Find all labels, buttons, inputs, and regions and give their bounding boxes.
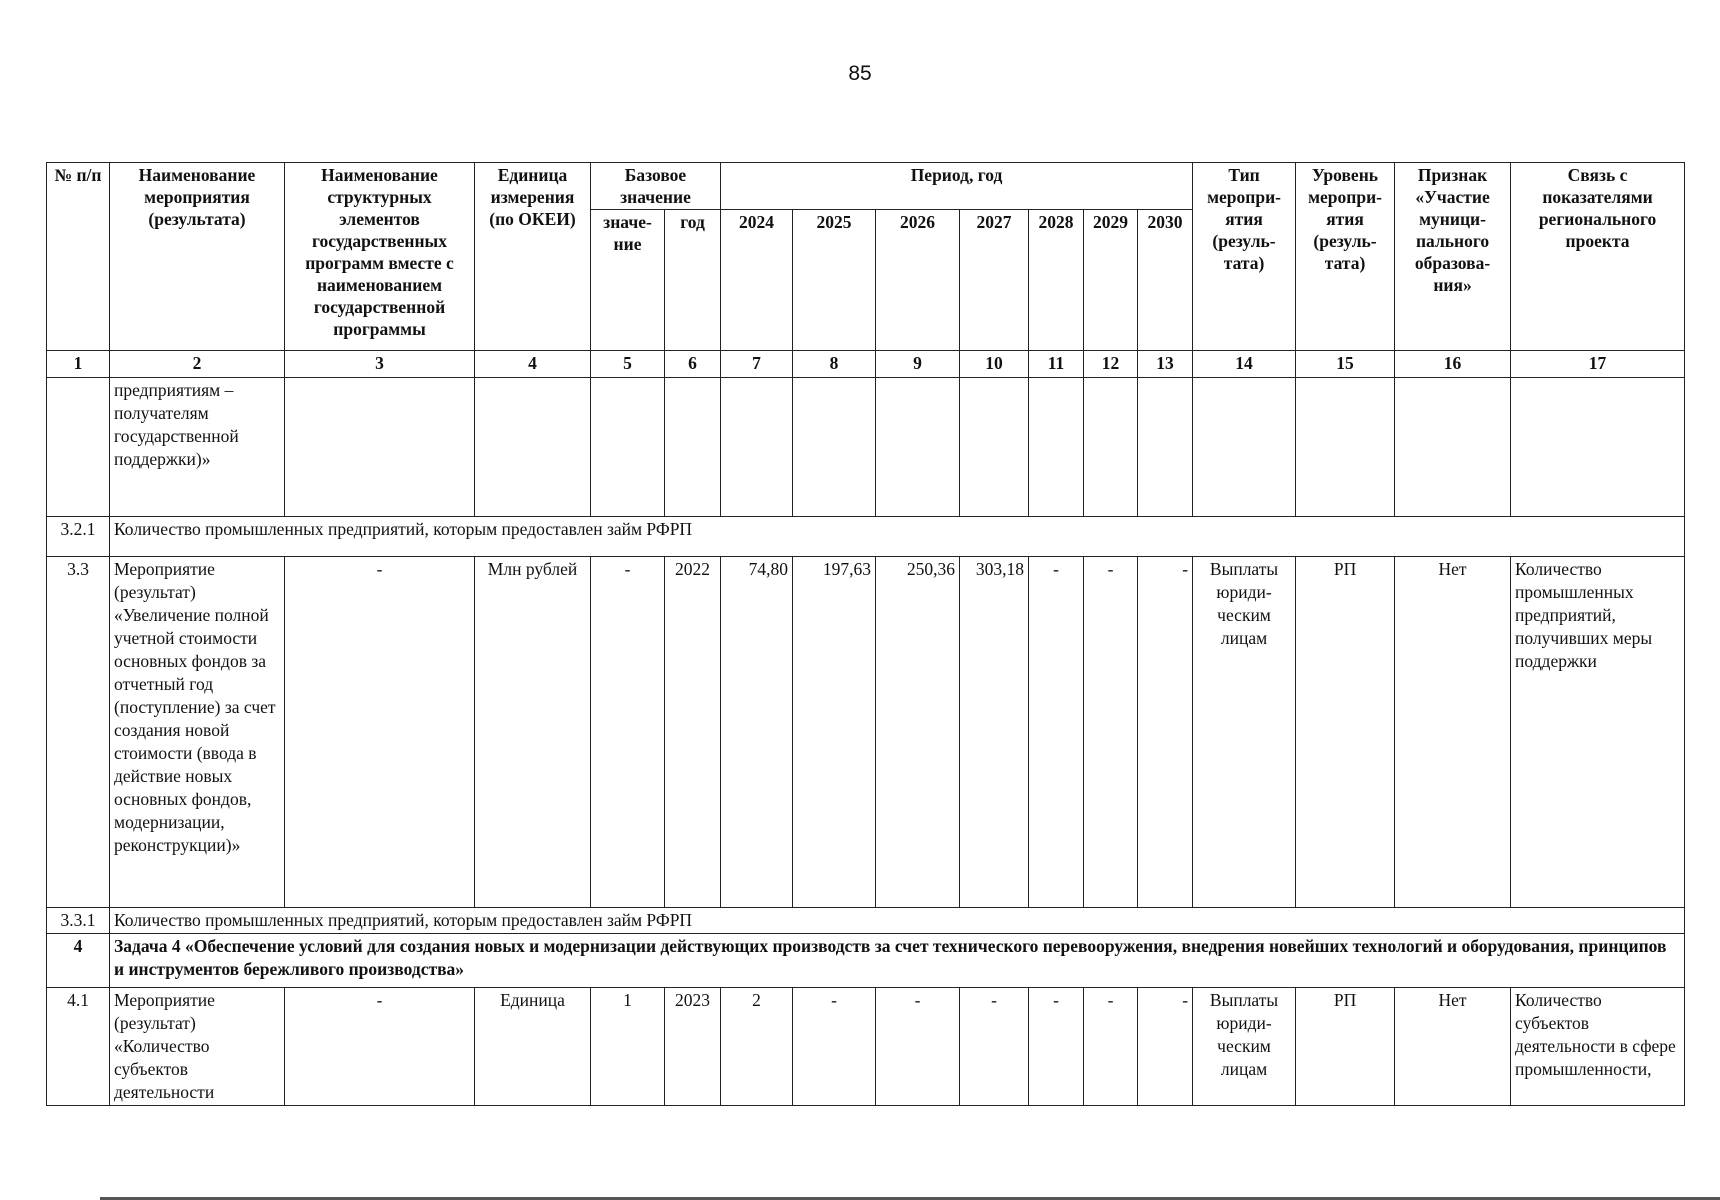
page-number: 85 xyxy=(848,62,872,85)
value-2026: 250,36 xyxy=(876,557,960,908)
base-year: 2022 xyxy=(665,557,721,908)
header-period-group: Период, год xyxy=(721,163,1193,210)
row-number: 4 xyxy=(47,934,110,988)
table-row-task-4 xyxy=(47,934,1685,988)
measure-level: РП xyxy=(1296,557,1395,908)
base-year: 2023 xyxy=(665,988,721,1106)
header-base-value: значе-ние xyxy=(591,210,665,351)
value-2030: - xyxy=(1138,557,1193,908)
column-number: 15 xyxy=(1296,351,1395,378)
column-number: 1 xyxy=(47,351,110,378)
value-2029: - xyxy=(1084,557,1138,908)
measure-type: Выплаты юриди-ческим лицам xyxy=(1193,557,1296,908)
column-number: 12 xyxy=(1084,351,1138,378)
value-2024: 74,80 xyxy=(721,557,793,908)
value-2029: - xyxy=(1084,988,1138,1106)
header-unit: Единица измерения (по ОКЕИ) xyxy=(475,163,591,351)
header-year-2028: 2028 xyxy=(1029,210,1084,351)
municipal-participation: Нет xyxy=(1395,557,1511,908)
header-year-2026: 2026 xyxy=(876,210,960,351)
header-year-2030: 2030 xyxy=(1138,210,1193,351)
table-row-3-3 xyxy=(47,557,1685,908)
row-number: 3.3.1 xyxy=(47,908,110,934)
indicator-text: Количество промышленных предприятий, которым предоставлен займ РФРП xyxy=(110,908,1685,934)
header-link: Связь с показателями регионального проекта xyxy=(1511,163,1685,351)
header-type: Тип меропри-ятия (резуль-тата) xyxy=(1193,163,1296,351)
table-row-continuation xyxy=(47,378,1685,517)
column-number: 14 xyxy=(1193,351,1296,378)
table-row-4-1 xyxy=(47,988,1685,1106)
column-number: 8 xyxy=(793,351,876,378)
column-number: 2 xyxy=(110,351,285,378)
value-2028: - xyxy=(1029,557,1084,908)
header-level: Уровень меропри-ятия (резуль-тата) xyxy=(1296,163,1395,351)
struct-element: - xyxy=(285,988,475,1106)
base-value: 1 xyxy=(591,988,665,1106)
measure-level: РП xyxy=(1296,988,1395,1106)
header-row-1 xyxy=(47,163,1685,210)
value-2024: 2 xyxy=(721,988,793,1106)
column-number: 16 xyxy=(1395,351,1511,378)
column-number-row xyxy=(47,351,1685,378)
value-2026: - xyxy=(876,988,960,1106)
column-number: 3 xyxy=(285,351,475,378)
value-2025: - xyxy=(793,988,876,1106)
project-link: Количество промышленных предприятий, получивших меры поддержки xyxy=(1511,557,1685,908)
column-number: 17 xyxy=(1511,351,1685,378)
header-municipal: Признак «Участие муници-пального образова-ния» xyxy=(1395,163,1511,351)
column-number: 13 xyxy=(1138,351,1193,378)
header-base-group: Базовое значение xyxy=(591,163,721,210)
struct-element: - xyxy=(285,557,475,908)
task-title: Задача 4 «Обеспечение условий для создания новых и модернизации действующих производств за счет технического перевооружения, внедрения новейших технологий и оборудования, принципов и инструментов бережливого производства» xyxy=(110,934,1685,988)
header-year-2025: 2025 xyxy=(793,210,876,351)
measure-name: предприятиям – получателям государственной поддержки)» xyxy=(110,378,285,517)
measure-name: Мероприятие (результат) «Увеличение полной учетной стоимости основных фондов за отчетный год (поступление) за счет создания новой стоимости (ввода в действие новых основных фондов, модернизации, реконструкции)» xyxy=(110,557,285,908)
column-number: 6 xyxy=(665,351,721,378)
value-2025: 197,63 xyxy=(793,557,876,908)
header-year-2029: 2029 xyxy=(1084,210,1138,351)
base-value: - xyxy=(591,557,665,908)
municipal-participation: Нет xyxy=(1395,988,1511,1106)
header-struct: Наименование структурных элементов государственных программ вместе с наименованием государственной программы xyxy=(285,163,475,351)
value-2028: - xyxy=(1029,988,1084,1106)
unit: Млн рублей xyxy=(475,557,591,908)
project-link: Количество субъектов деятельности в сфере промышленности, xyxy=(1511,988,1685,1106)
unit: Единица xyxy=(475,988,591,1106)
column-number: 4 xyxy=(475,351,591,378)
header-year-2024: 2024 xyxy=(721,210,793,351)
indicator-text: Количество промышленных предприятий, которым предоставлен займ РФРП xyxy=(110,517,1685,557)
header-name: Наименование мероприятия (результата) xyxy=(110,163,285,351)
column-number: 7 xyxy=(721,351,793,378)
header-num: № п/п xyxy=(47,163,110,351)
column-number: 10 xyxy=(960,351,1029,378)
row-number: 3.3 xyxy=(47,557,110,908)
column-number: 9 xyxy=(876,351,960,378)
header-year-2027: 2027 xyxy=(960,210,1029,351)
table-row-3-2-1 xyxy=(47,517,1685,557)
table-row-3-3-1 xyxy=(47,908,1685,934)
column-number: 11 xyxy=(1029,351,1084,378)
value-2027: 303,18 xyxy=(960,557,1029,908)
value-2027: - xyxy=(960,988,1029,1106)
measure-type: Выплаты юриди-ческим лицам xyxy=(1193,988,1296,1106)
row-number: 3.2.1 xyxy=(47,517,110,557)
measure-name: Мероприятие (результат) «Количество субъектов деятельности xyxy=(110,988,285,1106)
header-base-year: год xyxy=(665,210,721,351)
value-2030: - xyxy=(1138,988,1193,1106)
column-number: 5 xyxy=(591,351,665,378)
measures-table xyxy=(46,162,1685,1106)
row-number: 4.1 xyxy=(47,988,110,1106)
